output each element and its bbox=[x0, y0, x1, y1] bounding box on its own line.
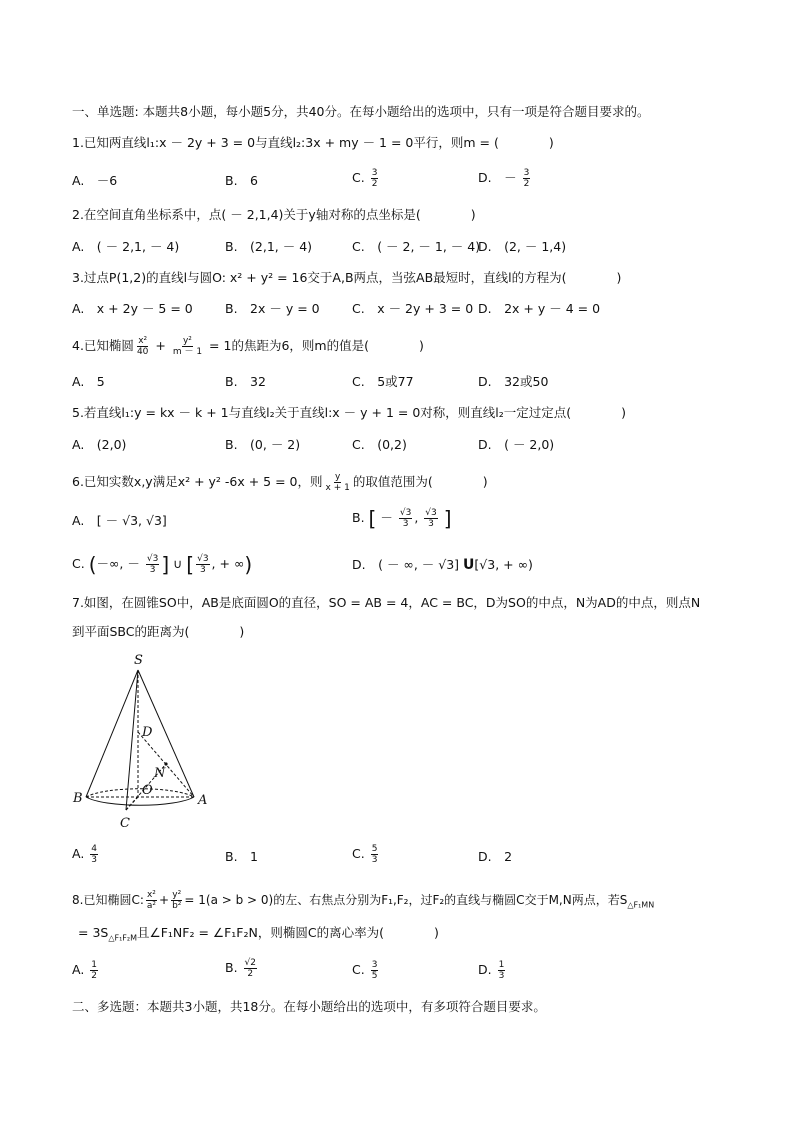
q5-option-c: C. (0,2) bbox=[352, 437, 407, 452]
label-b: B bbox=[73, 791, 83, 806]
q2-option-d: D. (2, － 1,4) bbox=[478, 239, 567, 254]
q2-stem: 2.在空间直角坐标系中，点( － 2,1,4)关于y轴对称的点坐标是( ) bbox=[72, 207, 476, 222]
q8-stem-line2: = $3S_{\triangle F_1F_2M}$且∠F₁NF₂ = ∠F₁F₂N，则椭圆C的离心率为( ) bbox=[78, 925, 439, 943]
q5-option-a: A. (2,0) bbox=[72, 437, 127, 452]
q3-option-d: D. 2x + y － 4 = 0 bbox=[478, 301, 601, 316]
label-a: A bbox=[198, 793, 208, 808]
q4-stem: 4.已知椭圆 $\frac{\text{x²}}{40}$ + $\frac{\text{y²}}{m - 1}$ = 1的焦距为6，则m的值是( ) bbox=[72, 336, 424, 357]
cone-base-back-arc bbox=[86, 789, 194, 797]
q6-option-b: B. [ － $\frac{√3}{3}$ , $\frac{√3}{3}$ ] bbox=[352, 506, 452, 531]
q7-option-a: A. $\frac{4}{3}$ bbox=[72, 844, 98, 865]
q1-option-a: A. －6 bbox=[72, 173, 118, 188]
q1-option-b: B. 6 bbox=[225, 173, 259, 188]
q1-d-fraction: $\frac{3}{2}$ bbox=[523, 168, 530, 189]
label-d: D bbox=[142, 725, 153, 740]
q3-option-a: A. x + 2y － 5 = 0 bbox=[72, 301, 193, 316]
q7-stem-line2: 到平面SBC的距离为( ) bbox=[72, 624, 245, 639]
label-n: N bbox=[154, 766, 166, 781]
section1-header: 一、单选题: 本题共8小题，每小题5分，共40分。在每小题给出的选项中，只有一项是符合题目要求的。 bbox=[72, 104, 650, 119]
q8-option-a: A. $\frac{1}{2}$ bbox=[72, 960, 98, 981]
q6-option-d: D. ( － ∞, － √3] U[√3, + ∞) bbox=[352, 557, 533, 573]
q4-option-c: C. 5或77 bbox=[352, 374, 414, 389]
q2-option-b: B. (2,1, － 4) bbox=[225, 239, 313, 254]
q6-stem: 6.已知实数x,y满足x² + y² -6x + 5 = 0，则 $\frac{y}{x + 1}$ 的取值范围为( ) bbox=[72, 472, 488, 493]
q6-option-c: C. (－∞, － $\frac{√3}{3}$ ] ∪ [ $\frac{√3}{3}$ , + ∞) bbox=[72, 552, 253, 577]
label-c: C bbox=[120, 816, 130, 831]
q4-option-a: A. 5 bbox=[72, 374, 105, 389]
q3-option-c: C. x － 2y + 3 = 0 bbox=[352, 301, 474, 316]
q8-option-d: D. $\frac{1}{3}$ bbox=[478, 960, 505, 981]
label-o: O bbox=[142, 783, 153, 798]
section2-header: 二、多选题：本题共3小题，共18分。在每小题给出的选项中，有多项符合题目要求。 bbox=[72, 999, 546, 1014]
q7-stem-line1: 7.如图，在圆锥SO中，AB是底面圆O的直径，SO = AB = 4，AC = BC，D为SO的中点，N为AD的中点，则点N bbox=[72, 595, 701, 610]
q1-c-fraction: $\frac{3}{2}$ bbox=[371, 168, 378, 189]
cone-base-front-arc bbox=[86, 797, 194, 805]
label-s: S bbox=[134, 653, 143, 668]
q2-option-c: C. ( － 2, － 1, － 4) bbox=[352, 239, 481, 254]
q6-frac: $\frac{y}{x + 1}$ bbox=[325, 472, 350, 493]
q4-frac-y: $\frac{\text{y²}}{m - 1}$ bbox=[172, 336, 203, 357]
q5-option-b: B. (0, － 2) bbox=[225, 437, 301, 452]
q8-option-c: C. $\frac{3}{5}$ bbox=[352, 960, 378, 981]
q6-option-a: A. [ － √3, √3] bbox=[72, 513, 167, 528]
q3-option-b: B. 2x － y = 0 bbox=[225, 301, 320, 316]
q1-option-d: D. － $\frac{3}{2}$ bbox=[478, 168, 530, 189]
q7-option-b: B. 1 bbox=[225, 849, 259, 864]
q5-option-d: D. ( － 2,0) bbox=[478, 437, 555, 452]
q2-option-a: A. ( － 2,1, － 4) bbox=[72, 239, 180, 254]
q7-option-c: C. $\frac{5}{3}$ bbox=[352, 844, 378, 865]
q1-stem: 1.已知两直线l₁:x － 2y + 3 = 0与直线l₂:3x + my － 1 = 0平行，则m = ( ) bbox=[72, 135, 554, 150]
edge-sb bbox=[86, 670, 138, 797]
q4-option-b: B. 32 bbox=[225, 374, 266, 389]
q4-frac-x: $\frac{\text{x²}}{40}$ bbox=[136, 336, 149, 357]
q8-option-b: B. $\frac{√2}{2}$ bbox=[225, 958, 257, 979]
q3-stem: 3.过点P(1,2)的直线l与圆O: x² + y² = 16交于A,B两点，当弦AB最短时，直线l的方程为( ) bbox=[72, 270, 622, 285]
q5-stem: 5.若直线l₁:y = kx － k + 1与直线l₂关于直线l:x － y + 1 = 0对称，则直线l₂一定过定点( ) bbox=[72, 405, 627, 420]
q4-option-d: D. 32或50 bbox=[478, 374, 549, 389]
q1-option-c: C. $\frac{3}{2}$ bbox=[352, 168, 378, 189]
cone-figure bbox=[68, 650, 218, 835]
q8-stem-line1: 8.已知椭圆C: $\frac{\text{x²}}{\text{a²}}$ + $\frac{\text{y²}}{\text{b²}}$ = 1(a > b > 0)的左、右焦点分别为F₁,F₂，过F₂的直线与椭圆C交于M,N两点，若$S_{\triangle F_1MN}$ bbox=[72, 890, 655, 911]
q7-option-d: D. 2 bbox=[478, 849, 513, 864]
